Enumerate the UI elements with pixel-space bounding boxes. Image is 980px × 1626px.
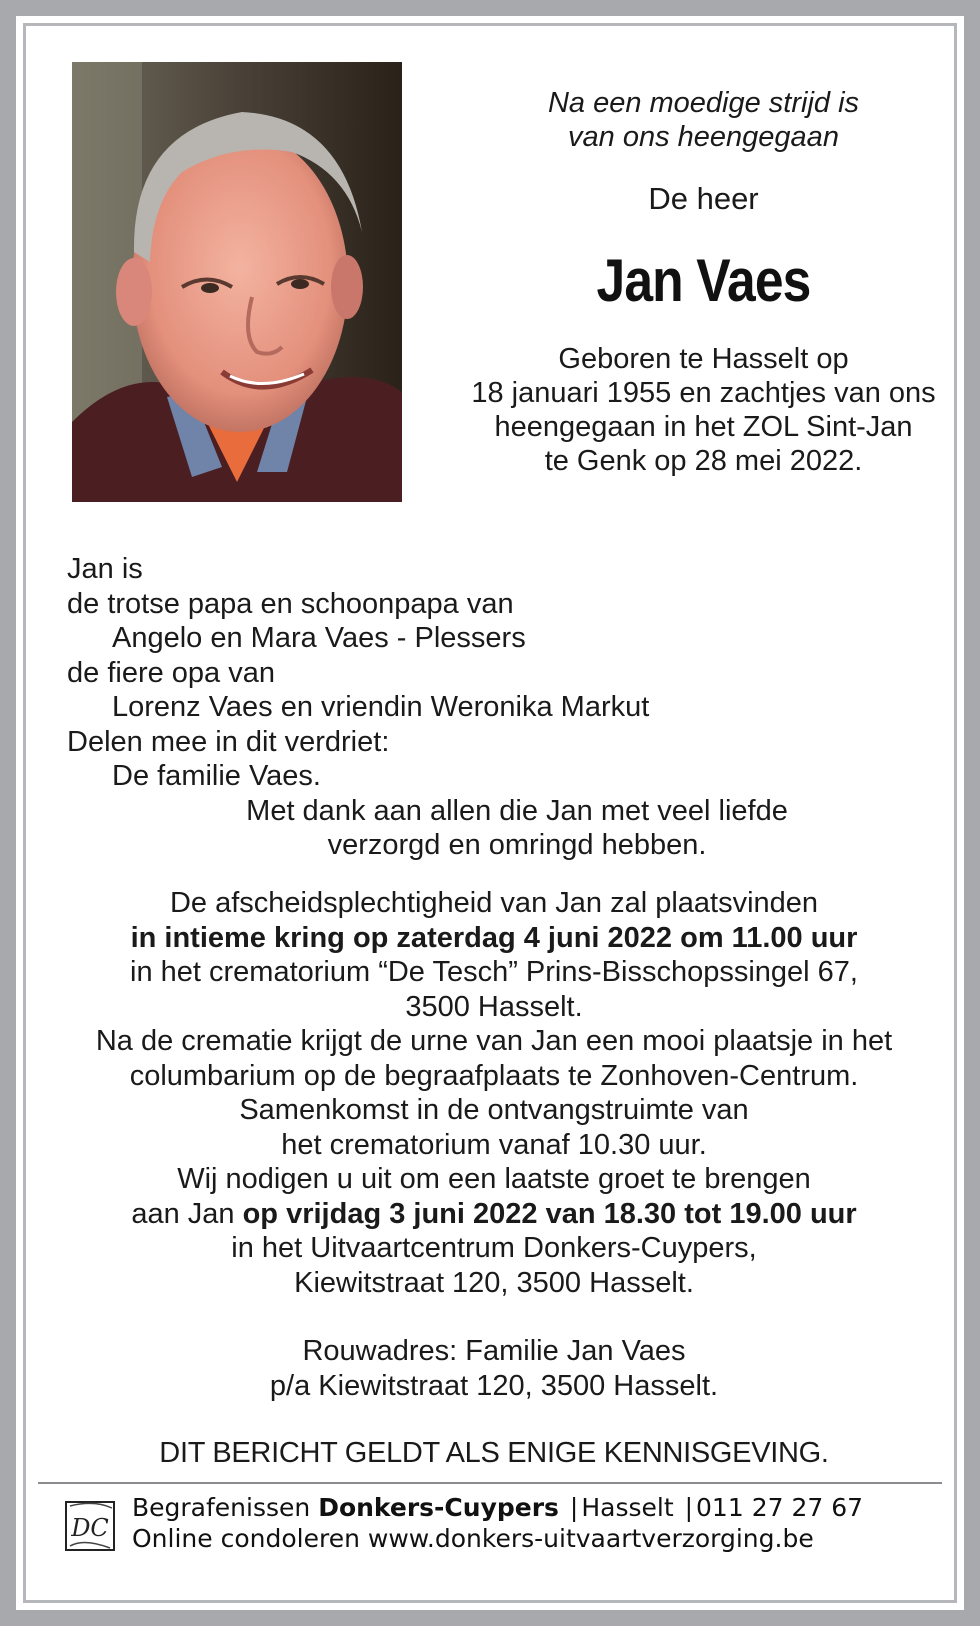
- family-block: [67, 552, 927, 863]
- ceremony-line: in het Uitvaartcentrum Donkers-Cuypers,: [231, 1232, 757, 1264]
- family-line: Lorenz Vaes en vriendin Weronika Markut: [112, 691, 650, 723]
- motto-line-1: Na een moedige strijd is: [547, 87, 860, 119]
- ceremony-line: Wij nodigen u uit om een laatste groet te brengen: [177, 1163, 811, 1195]
- thanks-line: verzorgd en omringd hebben.: [327, 829, 707, 861]
- thanks-line: Met dank aan allen die Jan met veel liefde: [246, 794, 788, 827]
- ceremony-block: [46, 886, 942, 1300]
- deceased-name: Jan Vaes: [596, 247, 811, 314]
- family-line: de fiere opa van: [67, 656, 275, 689]
- motto-line-2: van ons heengegaan: [568, 121, 839, 153]
- footer-divider: [38, 1482, 942, 1484]
- footer-separator: |: [569, 1493, 579, 1522]
- ceremony-line: columbarium op de begraafplaats te Zonhoven-Centrum.: [129, 1059, 859, 1092]
- ceremony-date-bold: in intieme kring op zaterdag 4 juni 2022 om 11.00 uur: [130, 921, 858, 954]
- funeral-home-logo: [64, 1498, 118, 1554]
- ceremony-line: Kiewitstraat 120, 3500 Hasselt.: [294, 1266, 694, 1299]
- notice-text: DIT BERICHT GELDT ALS ENIGE KENNISGEVING.: [159, 1437, 829, 1469]
- born-line: Geboren te Hasselt op: [558, 343, 849, 375]
- family-line: Delen mee in dit verdriet:: [67, 725, 390, 758]
- ceremony-line: Samenkomst in de ontvangstruimte van: [239, 1094, 749, 1126]
- footer-line-1: [132, 1492, 932, 1523]
- ceremony-line: [46, 1197, 942, 1232]
- born-line: te Genk op 28 mei 2022.: [544, 445, 863, 477]
- ceremony-line: [46, 921, 942, 956]
- honorific: De heer: [648, 181, 759, 216]
- logo-letters: DC: [71, 1514, 109, 1542]
- family-line: Angelo en Mara Vaes - Plessers: [112, 622, 526, 654]
- family-line: de trotse papa en schoonpapa van: [67, 587, 514, 620]
- address-line: p/a Kiewitstraat 120, 3500 Hasselt.: [269, 1369, 719, 1402]
- born-line: heengegaan in het ZOL Sint-Jan: [494, 411, 913, 443]
- footer-phone: 011 27 27 67: [696, 1493, 864, 1522]
- footer-separator: |: [684, 1493, 694, 1522]
- visit-prefix: aan Jan: [131, 1197, 243, 1230]
- obituary-card: [16, 16, 964, 1610]
- ceremony-line: het crematorium vanaf 10.30 uur.: [281, 1128, 707, 1161]
- birth-death-details: [426, 342, 980, 478]
- family-line: Jan is: [67, 553, 143, 585]
- ceremony-line: in het crematorium “De Tesch” Prins-Bisschopssingel 67,: [130, 956, 858, 988]
- footer-block: [132, 1492, 932, 1554]
- ceremony-line: Na de crematie krijgt de urne van Jan een mooi plaatsje in het: [95, 1025, 893, 1057]
- family-line: De familie Vaes.: [112, 760, 321, 792]
- visit-date-bold: op vrijdag 3 juni 2022 van 18.30 tot 19.00 uur: [242, 1197, 857, 1230]
- footer-company: Donkers-Cuypers: [318, 1493, 559, 1522]
- mourning-address: [46, 1334, 942, 1403]
- footer-prefix: Begrafenissen: [132, 1493, 319, 1522]
- portrait-photo: [72, 62, 402, 502]
- footer-website-link[interactable]: www.donkers-uitvaartverzorging.be: [367, 1524, 814, 1553]
- card-frame: [23, 23, 957, 1603]
- address-line: Rouwadres: Familie Jan Vaes: [302, 1335, 686, 1367]
- intro-block: [426, 86, 980, 478]
- footer-line-2: [132, 1523, 932, 1554]
- footer-online-label: Online condoleren: [132, 1524, 368, 1553]
- footer-city: Hasselt: [581, 1493, 674, 1522]
- ceremony-line: De afscheidsplechtigheid van Jan zal plaatsvinden: [169, 887, 819, 919]
- ceremony-line: 3500 Hasselt.: [405, 990, 583, 1023]
- born-line: 18 januari 1955 en zachtjes van ons: [471, 377, 936, 409]
